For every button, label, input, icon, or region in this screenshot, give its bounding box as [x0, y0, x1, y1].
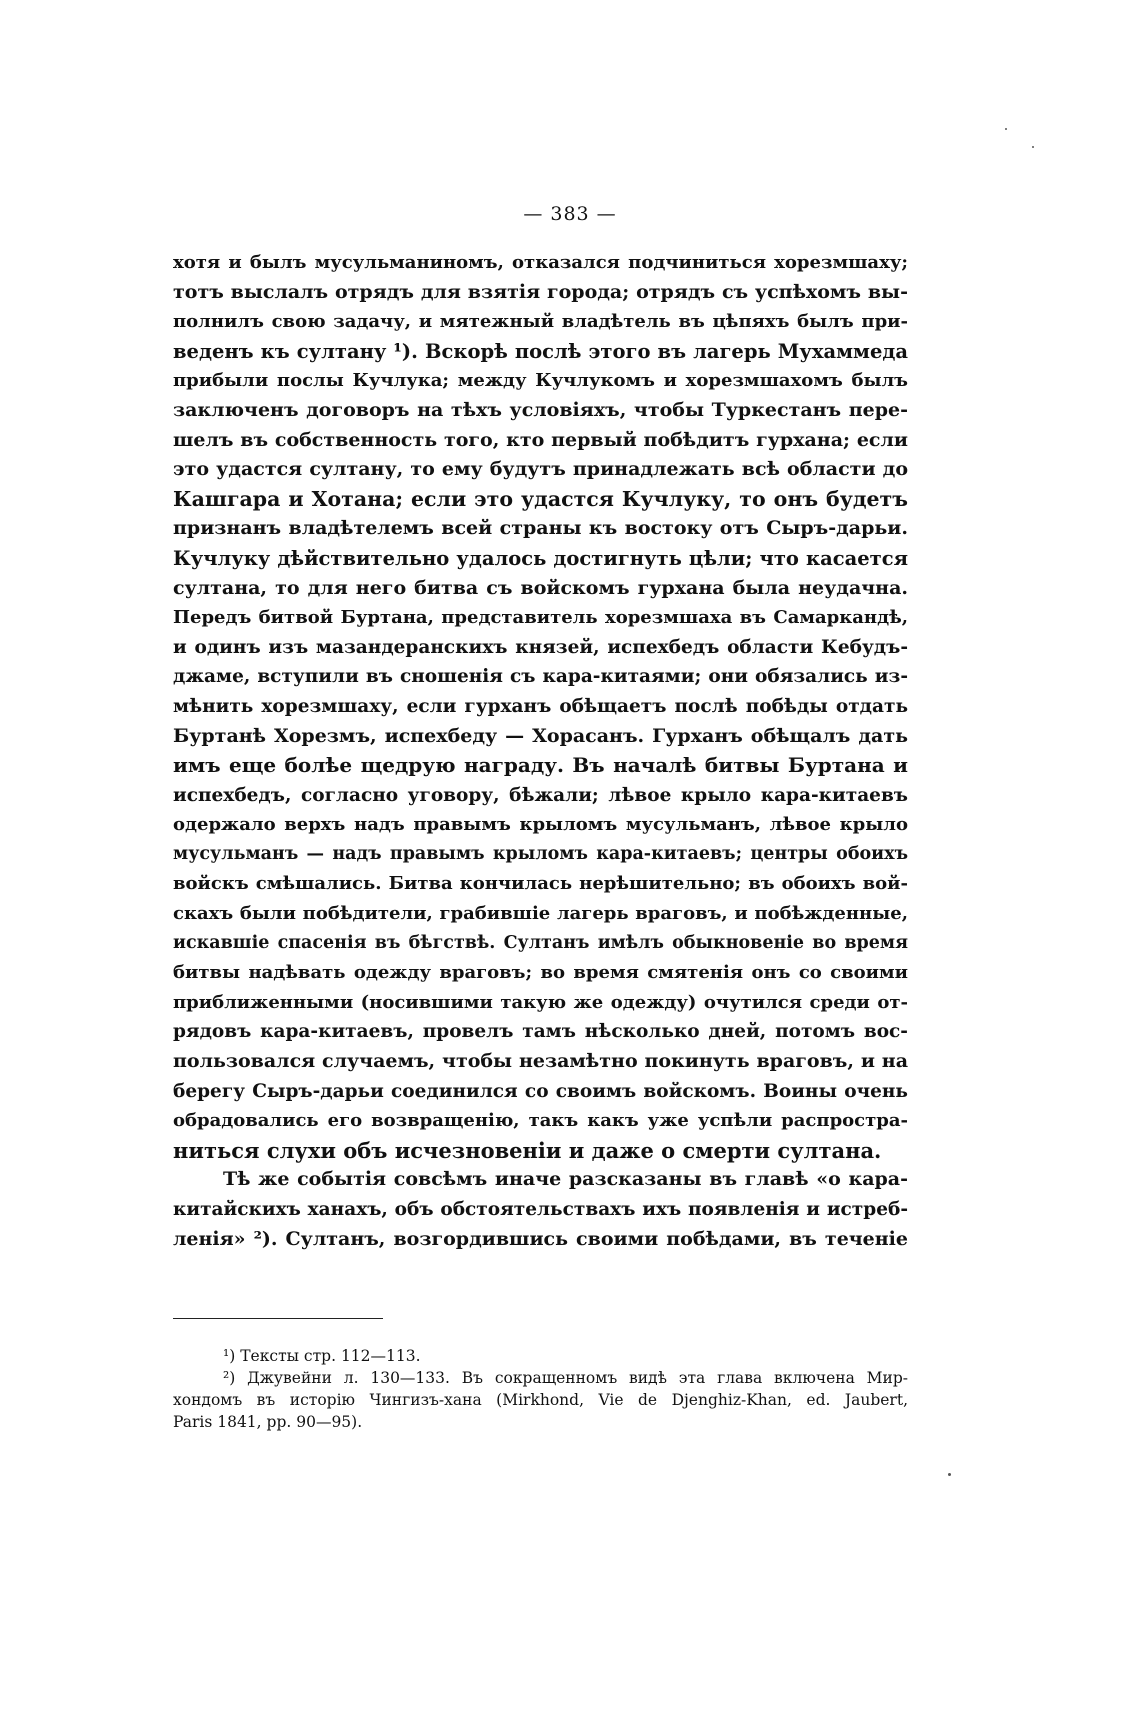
text-line: приближенными (носившими такую же одежду) очутился среди от-	[173, 991, 908, 1013]
text-line: битвы надѣвать одежду враговъ; во время смятенія онъ со своими	[173, 962, 908, 984]
text-line: скахъ были побѣдители, грабившіе лагерь враговъ, и побѣжденные,	[173, 903, 908, 925]
footnote-rule	[173, 1318, 383, 1319]
text-line: и одинъ изъ мазандеранскихъ князей, испехбедъ области Кебудъ-	[173, 636, 908, 658]
text-line: это удастся султану, то ему будутъ принадлежать всѣ области до	[173, 458, 908, 481]
text-line: китайскихъ ханахъ, объ обстоятельствахъ ихъ появленія и истреб-	[173, 1199, 908, 1220]
text-line: хотя и былъ мусульманиномъ, отказался подчиниться хорезмшаху;	[173, 252, 908, 273]
text-line: Буртанѣ Хорезмъ, испехбеду — Хорасанъ. Гурханъ обѣщалъ дать	[173, 724, 908, 747]
text-line: рядовъ кара-китаевъ, провелъ тамъ нѣсколько дней, потомъ вос-	[173, 1021, 908, 1043]
text-line: Кучлуку дѣйствительно удалось достигнуть цѣли; что касается	[173, 546, 908, 570]
text-line: шелъ въ собственность того, кто первый побѣдитъ гурхана; если	[173, 428, 908, 451]
footnote-line: Paris 1841, pp. 90—95).	[173, 1413, 363, 1431]
text-line: прибыли послы Кучлука; между Кучлукомъ и хорезмшахомъ былъ	[173, 370, 908, 392]
text-line: Кашгара и Хотана; если это удастся Кучлуку, то онъ будетъ	[173, 486, 908, 511]
text-line: признанъ владѣтелемъ всей страны къ востоку отъ Сыръ-дарьи.	[173, 517, 908, 540]
text-line: войскъ смѣшались. Битва кончилась нерѣшительно; въ обоихъ вой-	[173, 873, 908, 895]
text-line: Передъ битвой Буртана, представитель хорезмшаха въ Самаркандѣ,	[173, 607, 908, 629]
scan-speck	[1005, 128, 1007, 130]
footnote-line: хондомъ въ исторію Чингизъ-хана (Mirkhond, Vie de Djenghiz-Khan, ed. Jaubert,	[173, 1391, 908, 1409]
page-number: — 383 —	[523, 203, 617, 225]
text-line: пользовался случаемъ, чтобы незамѣтно покинуть враговъ, и на	[173, 1050, 908, 1073]
text-line: веденъ къ султану ¹). Вскорѣ послѣ этого въ лагерь Мухаммеда	[173, 339, 908, 363]
text-line: мусульманъ — надъ правымъ крыломъ кара-китаевъ; центры обоихъ	[173, 843, 908, 864]
text-line: берегу Сыръ-дарьи соединился со своимъ войскомъ. Воины очень	[173, 1080, 908, 1102]
text-line: имъ еще болѣе щедрую награду. Въ началѣ битвы Буртана и	[173, 753, 908, 778]
text-line: полнилъ свою задачу, и мятежный владѣтель въ цѣпяхъ былъ при-	[173, 311, 908, 333]
text-line: обрадовались его возвращенію, такъ какъ уже успѣли распростра-	[173, 1110, 908, 1132]
text-line: Тѣ же событія совсѣмъ иначе разсказаны въ главѣ «о кара-	[223, 1168, 908, 1191]
scan-speck	[1032, 146, 1034, 148]
text-line: ниться слухи объ исчезновеніи и даже о смерти султана.	[173, 1137, 882, 1163]
text-line: тотъ выслалъ отрядъ для взятія города; отрядъ съ успѣхомъ вы-	[173, 280, 908, 303]
text-line: испехбедъ, согласно уговору, бѣжали; лѣвое крыло кара-китаевъ	[173, 784, 908, 806]
footnote-line: ¹) Тексты стр. 112—113.	[223, 1347, 421, 1365]
scan-speck	[948, 1473, 951, 1476]
text-line: мѣнить хорезмшаху, если гурханъ обѣщаетъ послѣ побѣды отдать	[173, 695, 908, 717]
footnotes	[173, 1345, 908, 1433]
text-line: одержало верхъ надъ правымъ крыломъ мусульманъ, лѣвое крыло	[173, 814, 908, 836]
text-line: ленія» ²). Султанъ, возгордившись своими побѣдами, въ теченіе	[173, 1227, 908, 1250]
text-line: заключенъ договоръ на тѣхъ условіяхъ, чтобы Туркестанъ пере-	[173, 398, 908, 421]
text-line: султана, то для него битва съ войскомъ гурхана была неудачна.	[173, 576, 908, 599]
footnote-line: ²) Джувейни л. 130—133. Въ сокращенномъ видѣ эта глава включена Мир-	[223, 1369, 908, 1387]
text-line: джаме, вступили въ сношенія съ кара-китаями; они обязались из-	[173, 666, 908, 688]
text-line: искавшіе спасенія въ бѣгствѣ. Султанъ имѣлъ обыкновеніе во время	[173, 932, 908, 953]
main-text	[173, 248, 908, 1254]
